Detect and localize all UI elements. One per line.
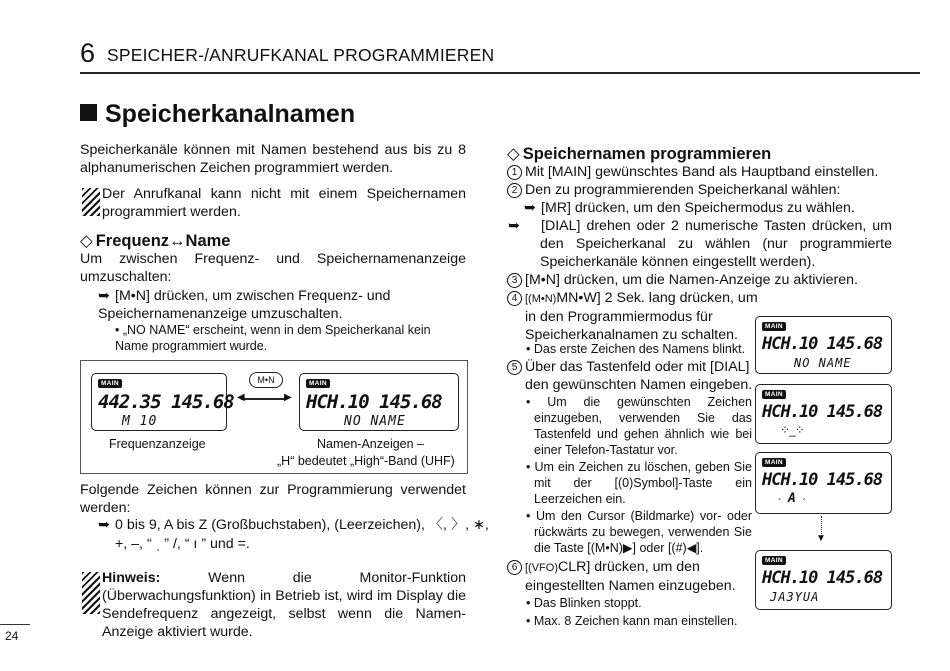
- note-icon: [82, 188, 100, 216]
- lcd-frequency-display: [91, 373, 234, 431]
- main-badge: MAIN: [306, 379, 330, 388]
- hint-paragraph: Hinweis: Wenn die Monitor-Funktion (Überwachungsfunktion) in Betrieb ist, wird im Display die Sendefrequenz angezeigt, selbst wenn die Namen-Anzeige aktiviert wurde.: [102, 570, 466, 640]
- caption-names-2: „H“ bedeutet „High“-Band (UHF): [277, 454, 455, 468]
- step-6-bullet-2: • Max. 8 Zeichen kann man einstellen.: [526, 614, 738, 628]
- freq-name-step: ➥ [M•N] drücken, um zwischen Frequenz- und Speichernamenanzeige umzuschalten.: [98, 288, 391, 322]
- section-title-text: Speicherkanalnamen: [105, 100, 356, 128]
- lcd-top-text: HCH.10 145.68: [762, 470, 883, 490]
- main-badge: MAIN: [762, 322, 786, 331]
- chapter-title: SPEICHER-/ANRUFKANAL PROGRAMMIEREN: [107, 45, 495, 65]
- step-6: 6 [(VFO)CLR] drücken, um den eingestellten Namen einzugeben.: [507, 558, 765, 595]
- step-arrow-icon: ➥: [524, 200, 536, 216]
- main-badge: MAIN: [762, 458, 786, 467]
- step-5-bullet-1: • Um die gewünschten Zeichen einzugeben, verwenden Sie das Tastenfeld und gehen ähnlich wie bei einer Telefon-Tastatur vor.: [526, 395, 752, 457]
- step-4: 4 [(M•N)MN•W] 2 Sek. lang drücken, um in den Programmiermodus für Speicherkanalnamen zu schalten.: [507, 289, 765, 344]
- arrow-right-icon: ▶: [284, 392, 292, 403]
- lcd-step-display-2: [755, 384, 892, 444]
- diamond-icon: ◇: [507, 145, 520, 163]
- lcd-step-display-1: [755, 316, 892, 374]
- step-arrow-icon: ➥: [508, 218, 520, 234]
- step-arrow-icon: ➥: [98, 288, 110, 304]
- main-badge: MAIN: [98, 379, 122, 388]
- caption-frequency: Frequenzanzeige: [109, 437, 206, 451]
- lcd-top-text: HCH.10 145.68: [762, 334, 883, 354]
- chars-text: Folgende Zeichen können zur Programmierung verwendet werden:: [80, 482, 466, 516]
- lcd-bottom-text: JA3YUA: [770, 590, 820, 604]
- lcd-step-display-3: [755, 452, 892, 514]
- lcd-frequency-text: 442.35 145.68: [98, 391, 234, 413]
- lcd-channel-text: M 10: [122, 414, 158, 429]
- step-2b: ➥ [DIAL] drehen oder 2 numerische Tasten drücken, um den Speicherkanal zu wählen (nur programmierte Speicherkanäle können eingestellt werden).: [508, 218, 892, 270]
- step-3: 3 [M•N] drücken, um die Namen-Anzeige zu aktivieren.: [507, 271, 910, 289]
- blink-rays-icon: ˏ: [802, 489, 806, 501]
- lcd-top-text: HCH.10 145.68: [762, 568, 883, 588]
- chapter-number: 6: [80, 38, 96, 68]
- arrow-left-icon: ◀: [237, 392, 245, 403]
- hint-icon: [82, 572, 100, 614]
- chapter-rule: [80, 72, 920, 74]
- freq-name-heading: ◇ Frequenz↔Name: [80, 232, 231, 250]
- toggle-arrow-icon: [241, 398, 287, 400]
- blink-rays-icon: ˎ: [778, 489, 782, 501]
- mn-key-icon: M•N: [249, 372, 283, 388]
- freq-name-text: Um zwischen Frequenz- und Speichernamenanzeige umzuschalten:: [80, 251, 466, 285]
- blinking-cursor-icon: ⁘_⁘: [780, 423, 804, 437]
- main-badge: MAIN: [762, 556, 786, 565]
- prog-heading: ◇ Speichernamen programmieren: [507, 145, 772, 163]
- lcd-top-text: HCH.10 145.68: [762, 402, 883, 422]
- lcd-bottom-text: NO NAME: [794, 356, 852, 370]
- chars-list-2: +, –, “ ˌ ” /, “ ı ” und =.: [115, 536, 250, 552]
- page-number-rule: [0, 624, 30, 625]
- step-5-bullet-2: • Um ein Zeichen zu löschen, geben Sie mit der [(0)Symbol]-Taste ein Leerzeichen ein.: [526, 460, 753, 506]
- lcd-name-top-text: HCH.10 145.68: [306, 391, 442, 413]
- lcd-name-display: [299, 373, 459, 431]
- freq-name-bullet: • „NO NAME“ erscheint, wenn in dem Speicherkanal kein Name programmiert wurde.: [115, 323, 431, 353]
- page-number: 24: [5, 629, 19, 643]
- step-5-bullet-3: • Um den Cursor (Bildmarke) vor- oder rückwärts zu bewegen, verwenden Sie die Taste [(M•N)▶] oder [(#)◀].: [526, 509, 753, 555]
- step-arrow-icon: ➥: [98, 517, 110, 533]
- note-call-channel: Der Anrufkanal kann nicht mit einem Speichernamen programmiert werden.: [102, 186, 466, 220]
- lcd-entered-char: A: [788, 491, 797, 506]
- main-badge: MAIN: [762, 390, 786, 399]
- lcd-step-display-4: [755, 550, 892, 610]
- step-5: 5 Über das Tastenfeld oder mit [DIAL] den gewünschten Namen eingeben.: [507, 358, 765, 394]
- step-6-bullet-1: • Das Blinken stoppt.: [526, 596, 642, 610]
- arrow-down-icon: ▼: [816, 533, 826, 544]
- square-bullet-icon: [80, 104, 97, 121]
- lcd-name-text: NO NAME: [344, 414, 406, 429]
- step-2: 2 Den zu programmierenden Speicherkanal wählen:: [507, 181, 910, 199]
- step-4-bullet: • Das erste Zeichen des Namens blinkt.: [526, 342, 746, 356]
- display-figure: [80, 360, 468, 474]
- diamond-icon: ◇: [80, 232, 93, 250]
- chars-list-1: ➥ 0 bis 9, A bis Z (Großbuchstaben), (Leerzeichen), 〈, 〉, ∗,: [98, 517, 489, 533]
- intro-paragraph: Speicherkanäle können mit Namen bestehend aus bis zu 8 alphanumerischen Zeichen programmiert werden.: [80, 142, 466, 176]
- section-title: [80, 100, 355, 129]
- step-2a: ➥ [MR] drücken, um den Speichermodus zu wählen.: [524, 200, 855, 216]
- caption-names-1: Namen-Anzeigen –: [317, 437, 425, 451]
- step-1: 1 Mit [MAIN] gewünschtes Band als Hauptband einstellen.: [507, 163, 910, 181]
